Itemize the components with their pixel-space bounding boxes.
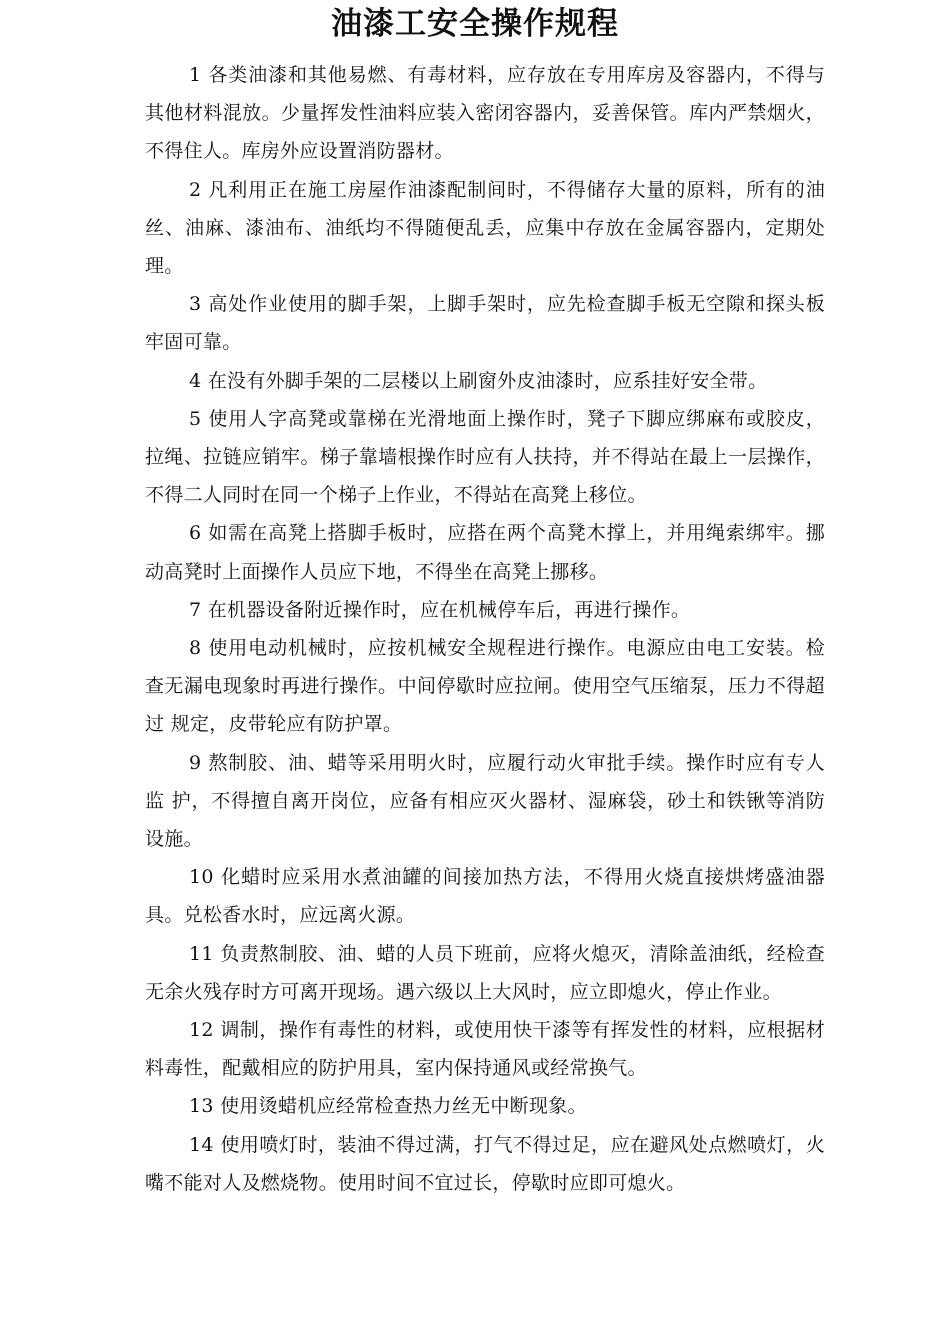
document-body (145, 56, 825, 1202)
regulation-item-9: 9 熬制胶、油、蜡等采用明火时，应履行动火审批手续。操作时应有专人监 护，不得擅自离开岗位，应备有相应灭火器材、湿麻袋，砂土和铁锹等消防设施。 (145, 751, 825, 851)
regulation-item-4: 4 在没有外脚手架的二层楼以上刷窗外皮油漆时，应系挂好安全带。 (189, 369, 768, 392)
regulation-item-2: 2 凡利用正在施工房屋作油漆配制间时，不得储存大量的原料，所有的油丝、油麻、漆油布、油纸均不得随便乱丢，应集中存放在金属容器内，定期处理。 (145, 178, 825, 278)
regulation-item-10: 10 化蜡时应采用水煮油罐的间接加热方法，不得用火烧直接烘烤盛油器具。兑松香水时，应远离火源。 (145, 866, 825, 927)
regulation-item-13: 13 使用烫蜡机应经常检查热力丝无中断现象。 (189, 1095, 587, 1118)
regulation-item-7: 7 在机器设备附近操作时，应在机械停车后，再进行操作。 (189, 598, 691, 621)
regulation-item-12: 12 调制，操作有毒性的材料，或使用快干漆等有挥发性的材料，应根据材 料毒性，配戴相应的防护用具，室内保持通风或经常换气。 (145, 1019, 825, 1080)
regulation-item-6: 6 如需在高凳上搭脚手板时，应搭在两个高凳木撑上，并用绳索绑牢。挪动高凳时上面操作人员应下地，不得坐在高凳上挪移。 (145, 522, 825, 583)
regulation-item-14: 14 使用喷灯时，装油不得过满，打气不得过足，应在避风处点燃喷灯，火嘴不能对人及燃烧物。使用时间不宜过长，停歇时应即可熄火。 (145, 1133, 825, 1194)
regulation-item-1: 1 各类油漆和其他易燃、有毒材料，应存放在专用库房及容器内，不得与其他材料混放。少量挥发性油料应装入密闭容器内，妥善保管。库内严禁烟火，不得住人。库房外应设置消防器材。 (145, 64, 825, 163)
regulation-item-3: 3 高处作业使用的脚手架，上脚手架时，应先检查脚手板无空隙和探头板牢固可靠。 (145, 293, 825, 354)
regulation-item-11: 11 负责熬制胶、油、蜡的人员下班前，应将火熄灭，清除盖油纸，经检查 无余火残存时方可离开现场。遇六级以上大风时，应立即熄火，停止作业。 (145, 942, 825, 1003)
regulation-item-5: 5 使用人字高凳或靠梯在光滑地面上操作时，凳子下脚应绑麻布或胶皮，拉绳、拉链应销牢。梯子靠墙根操作时应有人扶持，并不得站在最上一层操作，不得二人同时在同一个梯子上作业，不得站在高凳上移位。 (145, 407, 825, 507)
document-title: 油漆工安全操作规程 (331, 6, 619, 42)
regulation-item-8: 8 使用电动机械时，应按机械安全规程进行操作。电源应由电工安装。检查无漏电现象时再进行操作。中间停歇时应拉闸。使用空气压缩泵，压力不得超过 规定，皮带轮应有防护罩。 (145, 637, 825, 736)
